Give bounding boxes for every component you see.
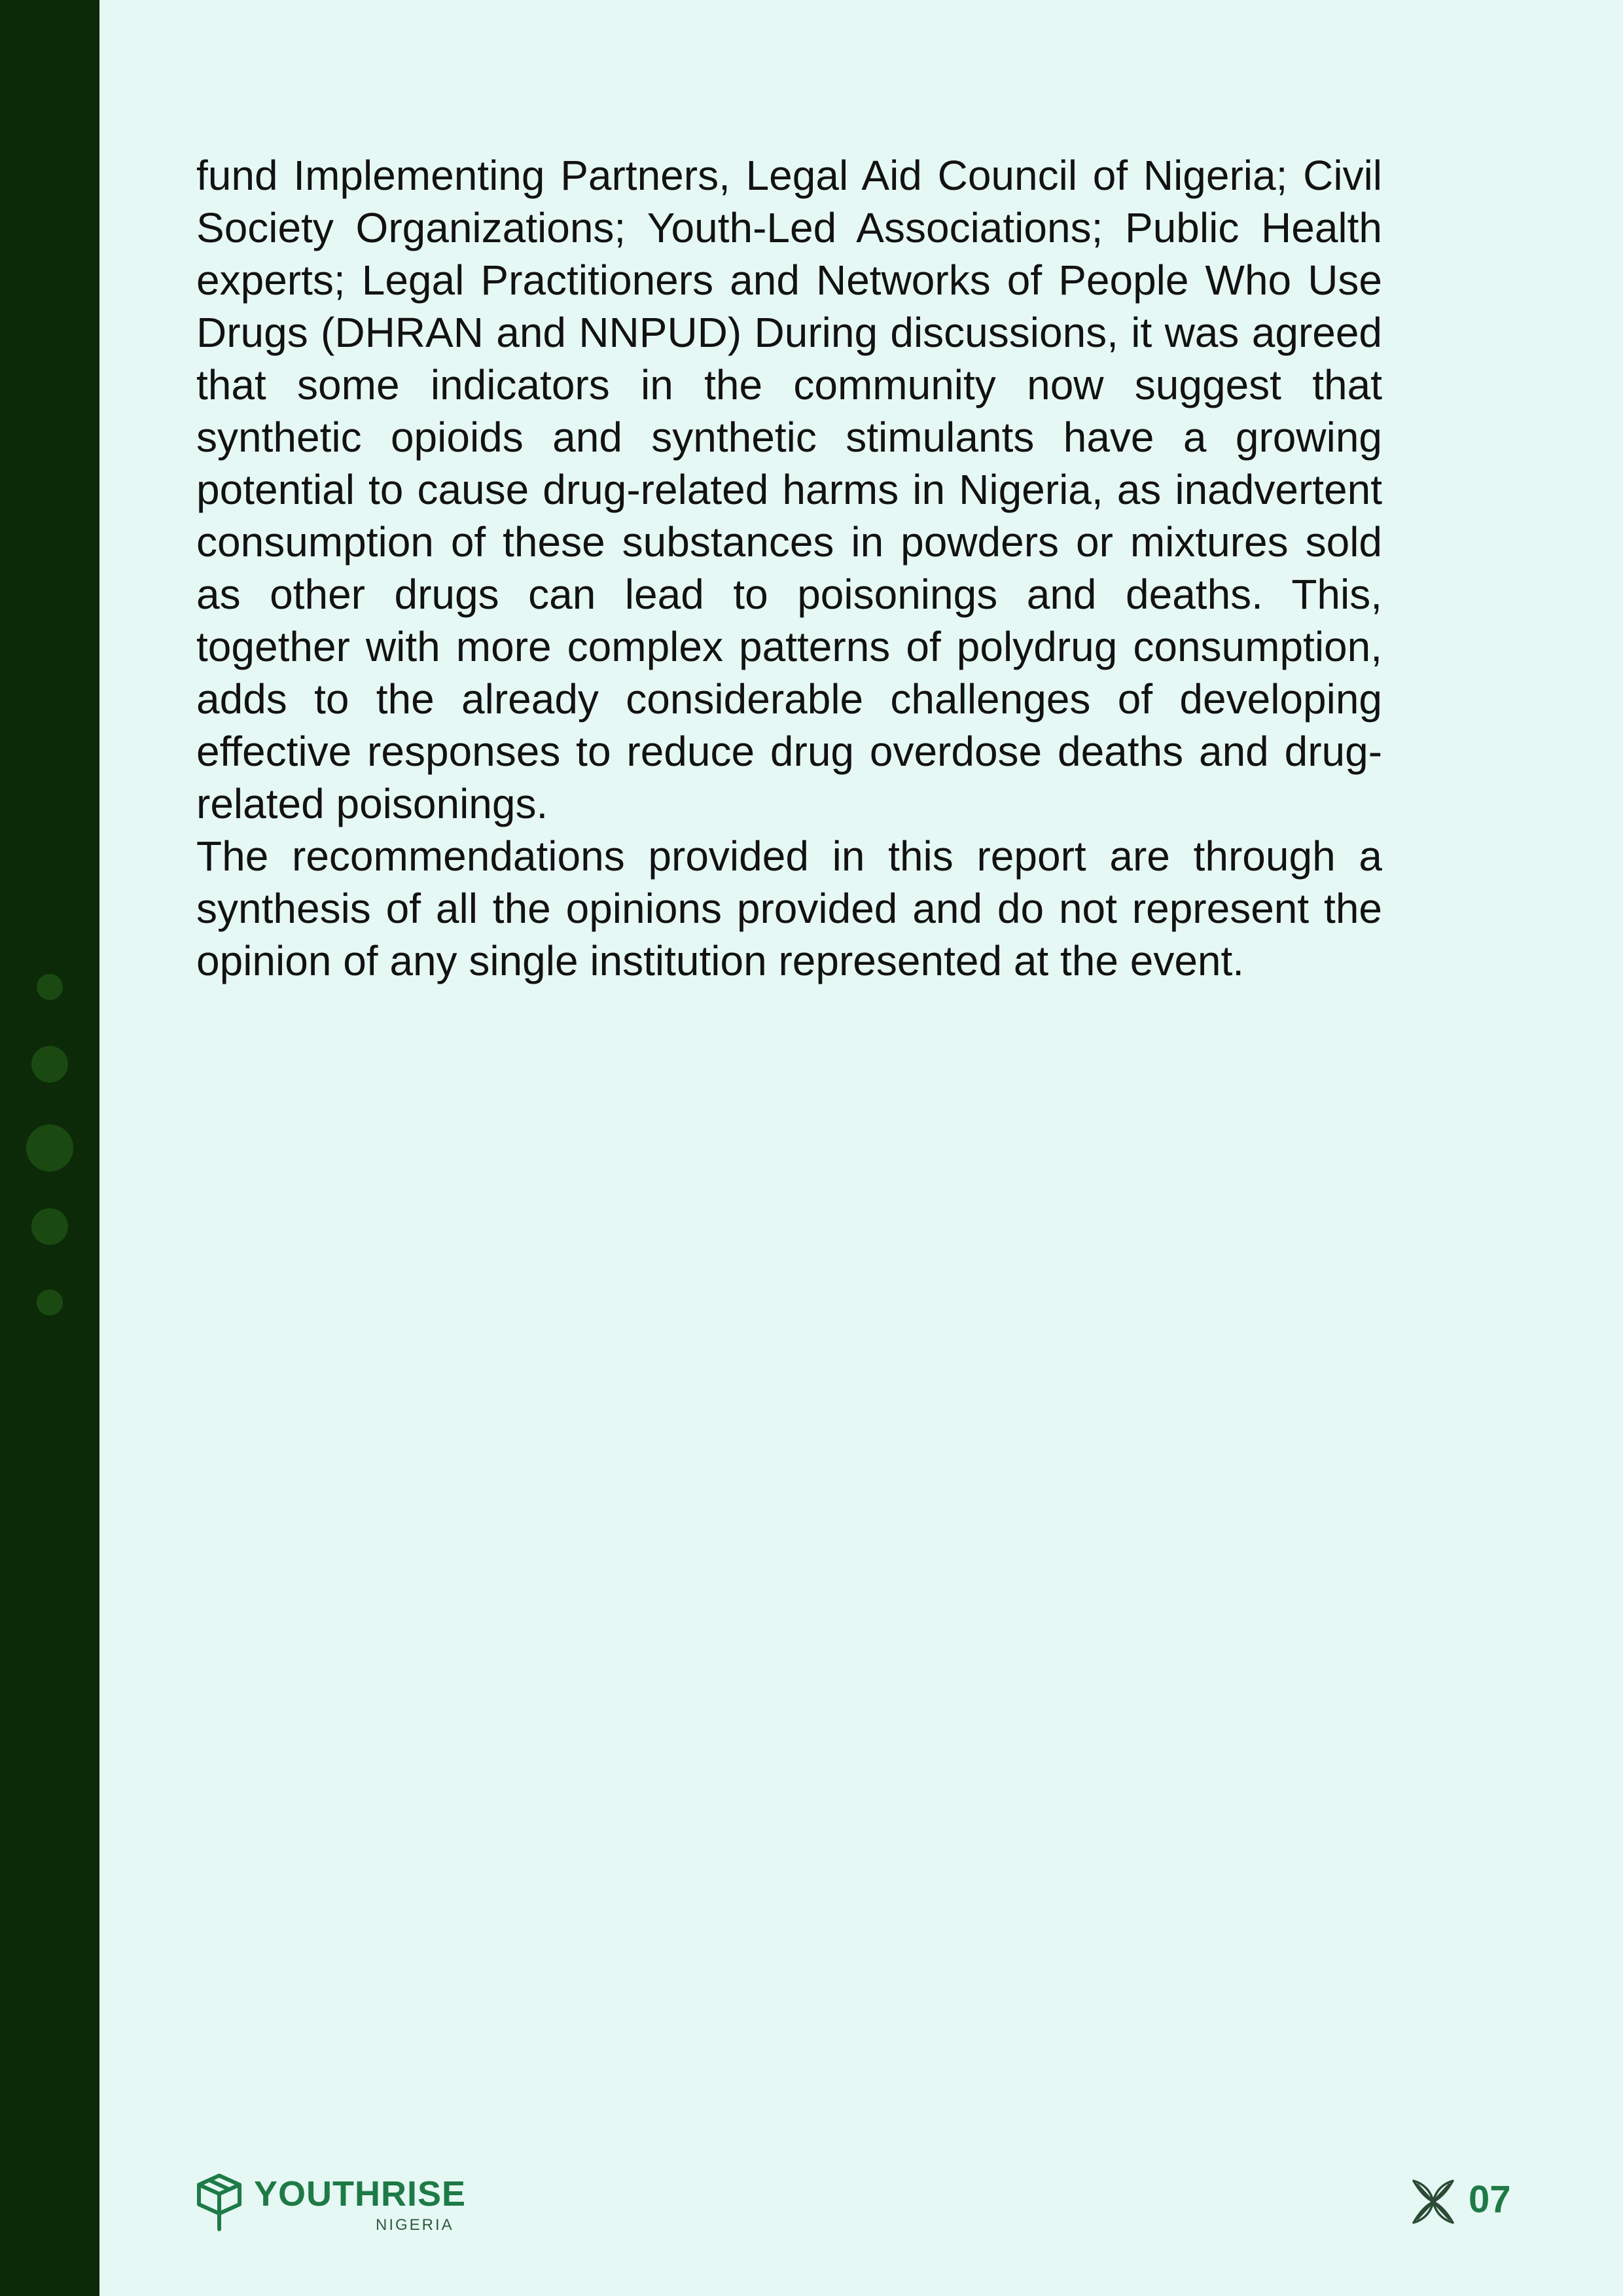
leaf-ornament-icon	[1407, 2176, 1459, 2228]
sidebar-band	[0, 0, 99, 2296]
page-number: 07	[1469, 2178, 1511, 2221]
paragraph: The recommendations provided in this report are through a synthesis of all the opinions provided and do not represent the opinion of any single institution represented at the event.	[196, 833, 1382, 984]
youthrise-logo	[195, 2172, 509, 2237]
body-text	[196, 149, 1382, 987]
decorative-dot	[31, 1046, 68, 1083]
decorative-dot	[37, 974, 63, 1000]
decorative-dot	[26, 1124, 73, 1172]
logo-cube-icon	[195, 2172, 243, 2232]
paragraph: fund Implementing Partners, Legal Aid Council of Nigeria; Civil Society Organizations; Youth-Led Associations; Public Health experts; Legal Practitioners and Networks of People Who Use Drugs (DHRAN and NNPUD) During discussions, it was agreed that some indicators in the community now suggest that synthetic opioids and synthetic stimulants have a growing potential to cause drug-related harms in Nigeria, as inadvertent consumption of these substances in powders or mixtures sold as other drugs can lead to poisonings and deaths. This, together with more complex patterns of polydrug consumption, adds to the already considerable challenges of developing effective responses to reduce drug overdose deaths and drug-related poisonings.	[196, 152, 1382, 827]
decorative-dot	[31, 1208, 68, 1245]
decorative-dot	[37, 1289, 63, 1316]
logo-name: YOUTHRISE	[254, 2174, 467, 2214]
logo-subtitle: NIGERIA	[376, 2216, 454, 2234]
